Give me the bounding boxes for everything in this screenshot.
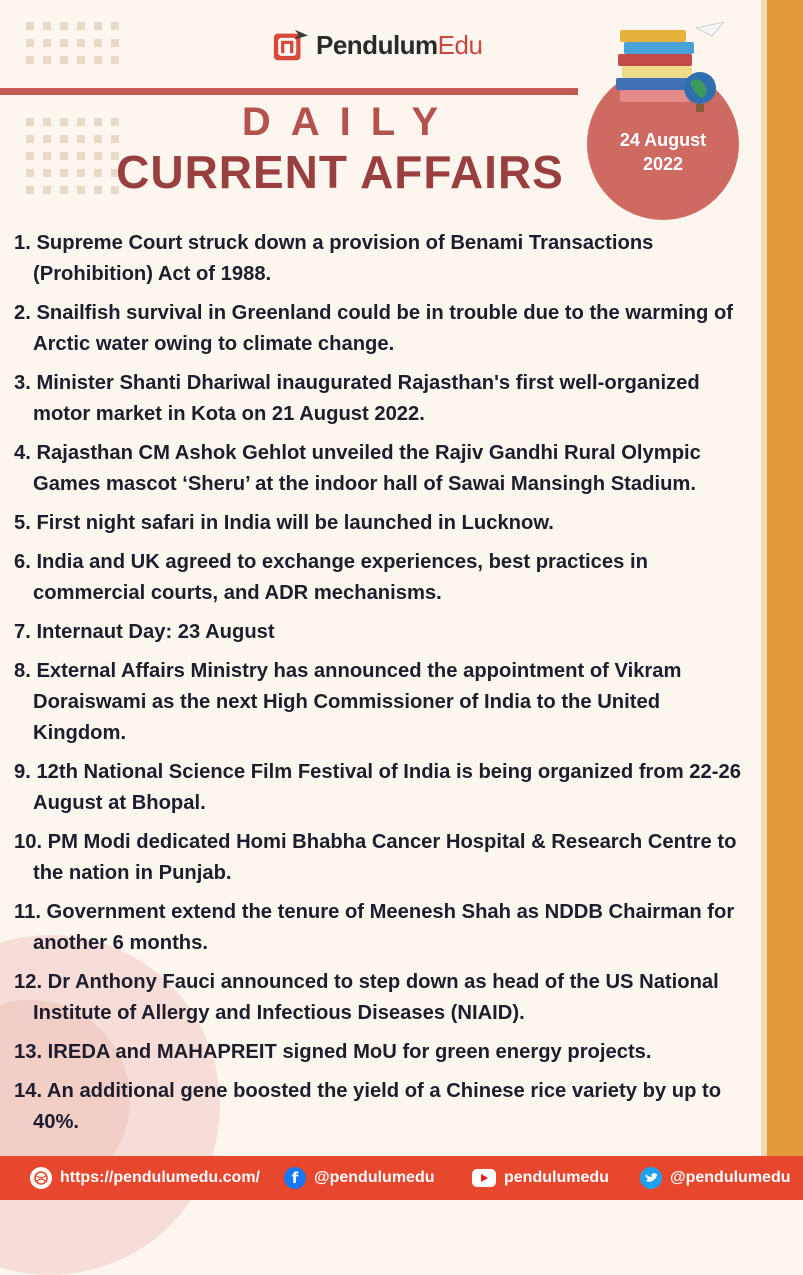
brand-logo[interactable]: [272, 26, 482, 64]
globe-icon: [30, 1167, 52, 1189]
list-item: 3. Minister Shanti Dhariwal inaugurated Rajasthan's first well-organized motor market in Kota on 21 August 2022.: [14, 372, 700, 425]
youtube-handle: pendulumedu: [504, 1169, 609, 1186]
books-globe-illustration: [612, 22, 732, 122]
list-item: 10. PM Modi dedicated Homi Bhabha Cancer Hospital & Research Centre to the nation in Punjab.: [14, 831, 737, 884]
list-item: 2. Snailfish survival in Greenland could be in trouble due to the warming of Arctic water owing to climate change.: [14, 302, 734, 355]
list-item: 13. IREDA and MAHAPREIT signed MoU for green energy projects.: [14, 1041, 652, 1063]
list-item: 6. India and UK agreed to exchange experiences, best practices in commercial courts, and ADR mechanisms.: [14, 551, 648, 604]
brand-name: PendulumEdu: [316, 29, 483, 60]
facebook-icon: f: [284, 1167, 306, 1189]
list-item: 8. External Affairs Ministry has announced the appointment of Vikram Doraiswami as the next High Commissioner of India to the United Kingdom.: [14, 660, 682, 744]
list-item: 9. 12th National Science Film Festival of India is being organized from 22-26 August at Bhopal.: [14, 761, 741, 814]
title-daily: DAILY: [241, 100, 459, 144]
list-item: 11. Government extend the tenure of Meenesh Shah as NDDB Chairman for another 6 months.: [14, 901, 735, 954]
header-divider: [0, 88, 578, 95]
dot-pattern-top: [26, 22, 119, 64]
footer-facebook-link[interactable]: [284, 1167, 434, 1189]
footer-website-link[interactable]: [30, 1167, 260, 1189]
footer-bar: [0, 1156, 803, 1200]
facebook-handle: @pendulumedu: [314, 1169, 435, 1186]
list-item: 5. First night safari in India will be launched in Lucknow.: [14, 512, 554, 534]
side-band-outer: [767, 0, 803, 1156]
title-current-affairs: CURRENT AFFAIRS: [116, 146, 564, 198]
news-list: [14, 228, 749, 1146]
list-item: 1. Supreme Court struck down a provision of Benami Transactions (Prohibition) Act of 1988.: [14, 232, 654, 285]
pendulum-logo-icon: [272, 26, 310, 64]
footer-youtube-link[interactable]: [472, 1169, 609, 1187]
list-item: 4. Rajasthan CM Ashok Gehlot unveiled the Rajiv Gandhi Rural Olympic Games mascot ‘Sheru’ at the indoor hall of Sawai Mansingh Stadium.: [14, 442, 701, 495]
website-url: https://pendulumedu.com/: [60, 1169, 260, 1186]
youtube-icon: [472, 1169, 496, 1187]
list-item: 7. Internaut Day: 23 August: [14, 621, 275, 643]
twitter-icon: [640, 1167, 662, 1189]
footer-twitter-link[interactable]: [640, 1167, 790, 1189]
twitter-handle: @pendulumedu: [670, 1169, 791, 1186]
list-item: 12. Dr Anthony Fauci announced to step down as head of the US National Institute of Allergy and Infectious Diseases (NIAID).: [14, 971, 719, 1024]
date-label: 24 August 2022: [619, 130, 707, 174]
list-item: 14. An additional gene boosted the yield of a Chinese rice variety by up to 40%.: [14, 1080, 722, 1133]
